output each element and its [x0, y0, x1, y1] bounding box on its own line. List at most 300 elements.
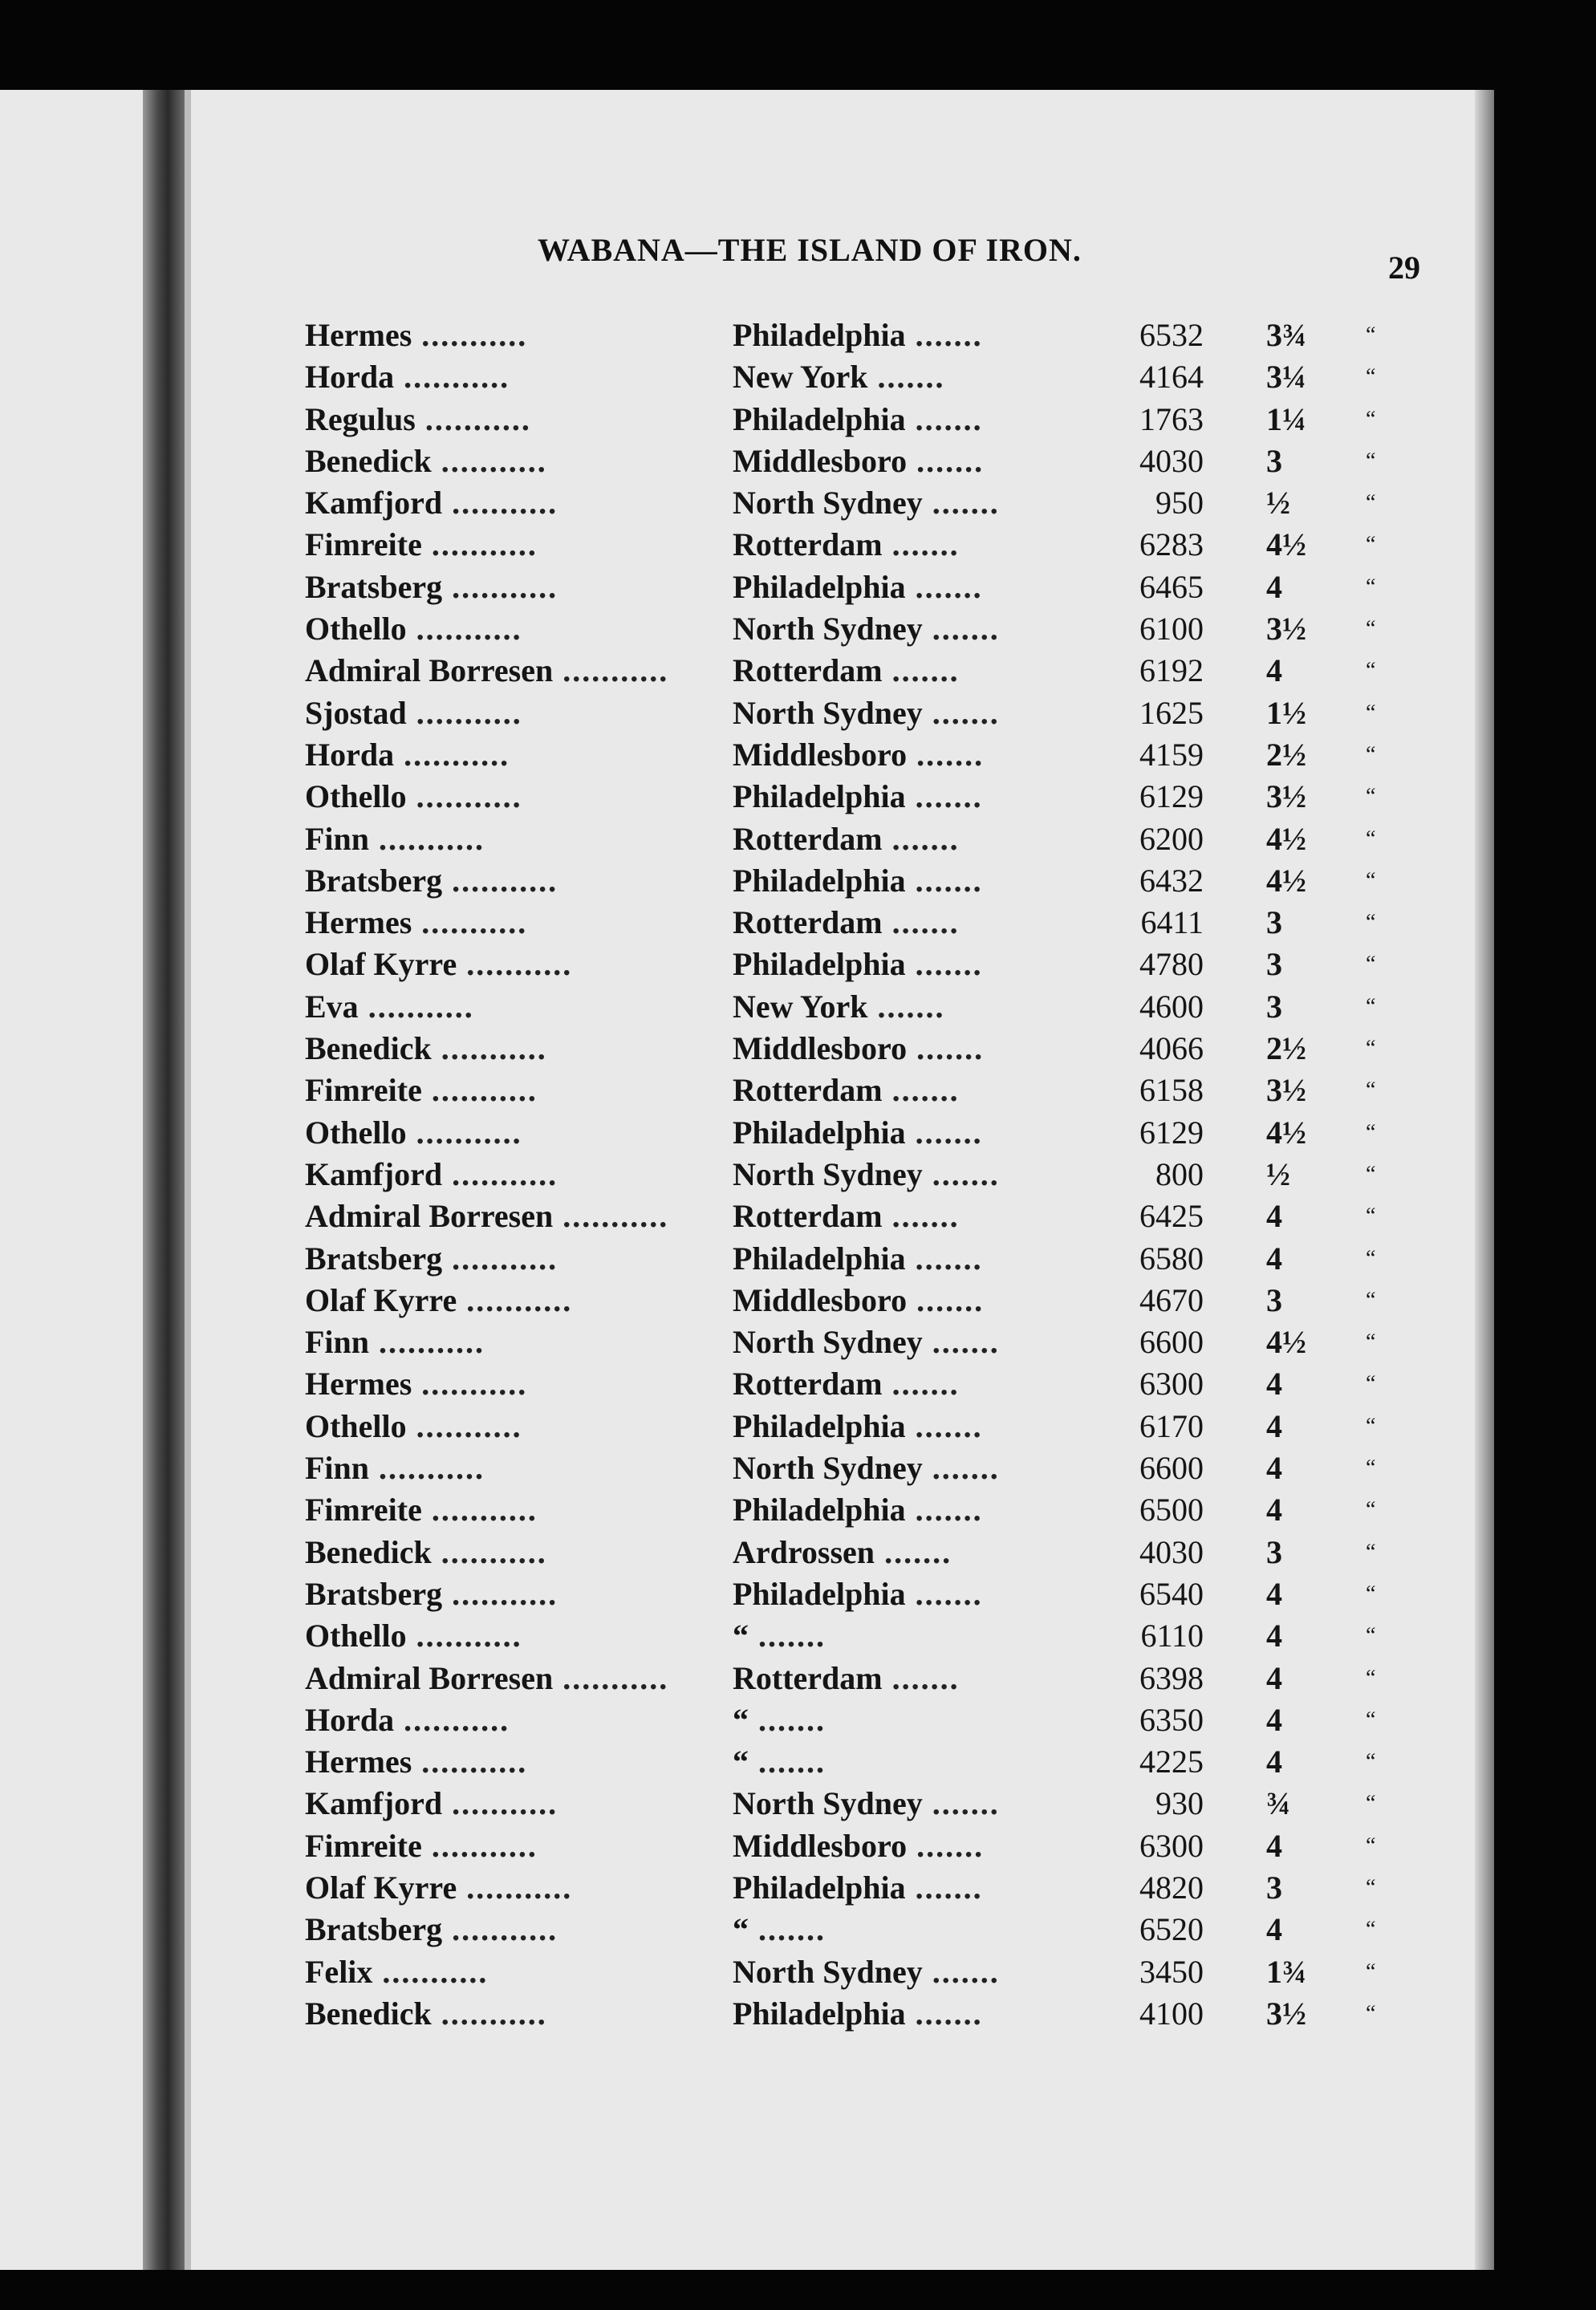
days-value: 4 [1266, 652, 1282, 689]
table-row [289, 524, 1412, 566]
leader-dots: ....... [907, 1030, 985, 1067]
days-value: 3 [1266, 1533, 1282, 1570]
table-row [289, 692, 1412, 734]
tonnage: 6350 [1139, 1701, 1204, 1738]
ship-name: Benedick ........... [305, 1995, 547, 2032]
leader-dots: ....... [905, 1575, 983, 1612]
ship-name: Kamfjord ........... [305, 1155, 558, 1192]
leader-dots: ........... [421, 1072, 538, 1109]
leader-dots: ....... [922, 1324, 1000, 1361]
ship-name: Felix ........... [305, 1953, 489, 1990]
days-value: 4½ [1266, 862, 1306, 899]
days-value: 4 [1266, 1407, 1282, 1444]
ship-name: Hermes ........... [305, 1366, 528, 1403]
leader-dots: ........... [457, 1869, 573, 1906]
leader-dots: ....... [905, 400, 983, 437]
ditto-mark: “ [1366, 490, 1376, 516]
tonnage: 4164 [1139, 359, 1204, 396]
ditto-mark: “ [1366, 1833, 1376, 1858]
port-name: Rotterdam ....... [733, 526, 960, 563]
leader-dots: ....... [922, 485, 1000, 522]
table-row [289, 1028, 1412, 1070]
ship-name: Othello ........... [305, 1114, 522, 1151]
ditto-mark: “ [1366, 1204, 1376, 1229]
days-value: ½ [1266, 1155, 1290, 1192]
leader-dots: ....... [905, 862, 983, 899]
ditto-mark: “ [1366, 1707, 1376, 1732]
ship-name: Bratsberg ........... [305, 568, 558, 605]
leader-dots: ........... [553, 1659, 669, 1696]
leader-dots: ........... [372, 1953, 489, 1990]
leader-dots: ....... [905, 568, 983, 605]
days-value: 4½ [1266, 526, 1306, 563]
leader-dots: ....... [882, 904, 960, 941]
table-row [289, 776, 1412, 818]
port-name: Rotterdam ....... [733, 1659, 960, 1696]
page-edge-shadow [1475, 90, 1494, 2270]
table-row [289, 440, 1412, 482]
table-row [289, 1489, 1412, 1531]
port-name: Rotterdam ....... [733, 1198, 960, 1235]
tonnage: 4066 [1139, 1030, 1204, 1067]
leader-dots: ....... [882, 1072, 960, 1109]
leader-dots: ........... [406, 778, 522, 815]
table-row [289, 1070, 1412, 1111]
days-value: 3½ [1266, 778, 1306, 815]
ship-name: Kamfjord ........... [305, 1785, 558, 1822]
ditto-mark: “ [1366, 1119, 1376, 1145]
tonnage: 6500 [1139, 1492, 1204, 1528]
ship-name: Finn ........... [305, 820, 485, 857]
table-row [289, 608, 1412, 650]
leader-dots: ........... [553, 1198, 669, 1235]
port-name: Rotterdam ....... [733, 1366, 960, 1403]
ditto-mark: “ [1366, 867, 1376, 893]
leader-dots: ....... [875, 1533, 952, 1570]
ship-name: Hermes ........... [305, 904, 528, 941]
days-value: 1¼ [1266, 400, 1306, 437]
days-value: 4½ [1266, 820, 1306, 857]
leader-dots: ........... [457, 1281, 573, 1318]
tonnage: 4030 [1139, 442, 1204, 479]
ship-name: Admiral Borresen ........... [305, 652, 669, 689]
port-name: “ ....... [733, 1911, 826, 1948]
ditto-mark: “ [1366, 1245, 1376, 1271]
table-row [289, 399, 1412, 440]
ditto-mark: “ [1366, 1623, 1376, 1649]
table-row [289, 650, 1412, 692]
table-row [289, 356, 1412, 398]
leader-dots: ....... [905, 1492, 983, 1528]
ship-name: Bratsberg ........... [305, 1240, 558, 1277]
days-value: 2½ [1266, 736, 1306, 773]
leader-dots: ....... [922, 611, 1000, 648]
ship-name: Finn ........... [305, 1450, 485, 1487]
ditto-mark: “ [1366, 1455, 1376, 1481]
port-name: North Sydney ....... [733, 611, 1000, 648]
ditto-mark: “ [1366, 1078, 1376, 1103]
table-row [289, 944, 1412, 985]
leader-dots: ....... [749, 1701, 826, 1738]
days-value: 3 [1266, 904, 1282, 941]
tonnage: 6192 [1139, 652, 1204, 689]
days-value: 4 [1266, 1240, 1282, 1277]
tonnage: 4030 [1139, 1533, 1204, 1570]
ship-name: Benedick ........... [305, 1533, 547, 1570]
ditto-mark: “ [1366, 2000, 1376, 2026]
leader-dots: ........... [442, 568, 558, 605]
leader-dots: ....... [867, 988, 945, 1025]
table-row [289, 818, 1412, 860]
table-row [289, 1363, 1412, 1405]
tonnage: 6283 [1139, 526, 1204, 563]
ship-name: Horda ........... [305, 359, 510, 396]
leader-dots: ....... [882, 1366, 960, 1403]
table-row [289, 902, 1412, 944]
leader-dots: ........... [553, 652, 669, 689]
ditto-mark: “ [1366, 1917, 1376, 1943]
leader-dots: ........... [457, 946, 573, 983]
table-row [289, 1783, 1412, 1825]
leader-dots: ....... [905, 1995, 983, 2032]
table-row [289, 1112, 1412, 1154]
ditto-mark: “ [1366, 1371, 1376, 1397]
port-name: North Sydney ....... [733, 1324, 1000, 1361]
port-name: North Sydney ....... [733, 485, 1000, 522]
ditto-mark: “ [1366, 700, 1376, 725]
tonnage: 1763 [1139, 400, 1204, 437]
tonnage: 6300 [1139, 1366, 1204, 1403]
port-name: Philadelphia ....... [733, 317, 983, 353]
port-name: Philadelphia ....... [733, 862, 983, 899]
port-name: North Sydney ....... [733, 1953, 1000, 1990]
leader-dots: ....... [882, 1659, 960, 1696]
port-name: North Sydney ....... [733, 1785, 1000, 1822]
leader-dots: ........... [394, 359, 510, 396]
ditto-mark: “ [1366, 784, 1376, 810]
port-name: Middlesboro ....... [733, 1281, 985, 1318]
shipments-table [289, 315, 1412, 2035]
tonnage: 6465 [1139, 568, 1204, 605]
ship-name: Fimreite ........... [305, 526, 538, 563]
table-row [289, 1741, 1412, 1783]
leader-dots: ....... [922, 1155, 1000, 1192]
days-value: 4 [1266, 1366, 1282, 1403]
port-name: “ ....... [733, 1744, 826, 1780]
table-row [289, 1406, 1412, 1447]
days-value: 4½ [1266, 1324, 1306, 1361]
ditto-mark: “ [1366, 1330, 1376, 1355]
table-row [289, 1615, 1412, 1657]
port-name: Middlesboro ....... [733, 442, 985, 479]
port-name: Rotterdam ....... [733, 1072, 960, 1109]
tonnage: 6600 [1139, 1450, 1204, 1487]
leader-dots: ........... [442, 1240, 558, 1277]
ship-name: Bratsberg ........... [305, 1575, 558, 1612]
leader-dots: ........... [412, 1366, 528, 1403]
leader-dots: ....... [905, 1240, 983, 1277]
leader-dots: ........... [406, 611, 522, 648]
ship-name: Benedick ........... [305, 1030, 547, 1067]
leader-dots: ........... [406, 1114, 522, 1151]
table-row [289, 566, 1412, 608]
days-value: 4 [1266, 1701, 1282, 1738]
leader-dots: ....... [907, 1827, 985, 1864]
tonnage: 4820 [1139, 1869, 1204, 1906]
leader-dots: ....... [922, 1450, 1000, 1487]
leader-dots: ........... [431, 1533, 547, 1570]
days-value: 3 [1266, 442, 1282, 479]
ditto-mark: “ [1366, 364, 1376, 390]
book-gutter [143, 90, 185, 2270]
days-value: 3 [1266, 1869, 1282, 1906]
days-value: 3½ [1266, 611, 1306, 648]
ship-name: Hermes ........... [305, 317, 528, 353]
ditto-mark: “ [1366, 1959, 1376, 1984]
leader-dots: ........... [394, 1701, 510, 1738]
tonnage: 6600 [1139, 1324, 1204, 1361]
leader-dots: ....... [907, 1281, 985, 1318]
leader-dots: ........... [415, 400, 531, 437]
ditto-mark: “ [1366, 406, 1376, 432]
days-value: 4 [1266, 1198, 1282, 1235]
ship-name: Othello ........... [305, 778, 522, 815]
page-number: 29 [1388, 250, 1420, 286]
ship-name: Othello ........... [305, 1618, 522, 1654]
ship-name: Fimreite ........... [305, 1827, 538, 1864]
table-row [289, 1573, 1412, 1615]
ship-name: Sjostad ........... [305, 694, 522, 731]
days-value: 3 [1266, 1281, 1282, 1318]
gutter-edge [185, 90, 191, 2270]
days-value: 4 [1266, 1827, 1282, 1864]
port-name: North Sydney ....... [733, 1155, 1000, 1192]
port-name: Middlesboro ....... [733, 1030, 985, 1067]
table-row [289, 1280, 1412, 1321]
port-name: Rotterdam ....... [733, 652, 960, 689]
leader-dots: ....... [905, 317, 983, 353]
ditto-mark: “ [1366, 952, 1376, 977]
port-name: New York ....... [733, 359, 945, 396]
days-value: 1¾ [1266, 1953, 1306, 1990]
ditto-mark: “ [1366, 574, 1376, 599]
ship-name: Othello ........... [305, 611, 522, 648]
table-row [289, 1909, 1412, 1951]
leader-dots: ....... [905, 778, 983, 815]
tonnage: 6129 [1139, 778, 1204, 815]
days-value: 3½ [1266, 1072, 1306, 1109]
ditto-mark: “ [1366, 1539, 1376, 1565]
ship-name: Othello ........... [305, 1407, 522, 1444]
table-row [289, 1447, 1412, 1489]
ditto-mark: “ [1366, 1791, 1376, 1817]
days-value: 3¼ [1266, 359, 1306, 396]
ditto-mark: “ [1366, 826, 1376, 851]
leader-dots: ....... [905, 1407, 983, 1444]
port-name: Philadelphia ....... [733, 400, 983, 437]
ship-name: Olaf Kyrre ........... [305, 946, 573, 983]
port-name: “ ....... [733, 1618, 826, 1654]
ditto-mark: “ [1366, 993, 1376, 1019]
tonnage: 6300 [1139, 1827, 1204, 1864]
running-header: WABANA—THE ISLAND OF IRON. [538, 232, 1082, 268]
table-row [289, 1867, 1412, 1909]
days-value: 4½ [1266, 1114, 1306, 1151]
leader-dots: ....... [922, 1785, 1000, 1822]
tonnage: 6110 [1140, 1618, 1204, 1654]
tonnage: 6398 [1139, 1659, 1204, 1696]
leader-dots: ........... [442, 1911, 558, 1948]
port-name: Philadelphia ....... [733, 1114, 983, 1151]
port-name: New York ....... [733, 988, 945, 1025]
table-row [289, 1993, 1412, 2035]
tonnage: 6100 [1139, 611, 1204, 648]
tonnage: 950 [1155, 485, 1204, 522]
port-name: Ardrossen ....... [733, 1533, 952, 1570]
table-row [289, 986, 1412, 1028]
tonnage: 4600 [1139, 988, 1204, 1025]
port-name: Philadelphia ....... [733, 1995, 983, 2032]
leader-dots: ........... [358, 988, 474, 1025]
leader-dots: ........... [412, 904, 528, 941]
ship-name: Regulus ........... [305, 400, 531, 437]
port-name: Philadelphia ....... [733, 1575, 983, 1612]
leader-dots: ....... [882, 652, 960, 689]
leader-dots: ....... [922, 1953, 1000, 1990]
table-row [289, 1154, 1412, 1196]
tonnage: 6520 [1139, 1911, 1204, 1948]
table-row [289, 1951, 1412, 1993]
days-value: 2½ [1266, 1030, 1306, 1067]
ship-name: Admiral Borresen ........... [305, 1198, 669, 1235]
ship-name: Kamfjord ........... [305, 485, 558, 522]
tonnage: 6540 [1139, 1575, 1204, 1612]
table-row [289, 1196, 1412, 1237]
ditto-mark: “ [1366, 658, 1376, 684]
port-name: Rotterdam ....... [733, 904, 960, 941]
table-row [289, 482, 1412, 524]
port-name: Philadelphia ....... [733, 946, 983, 983]
port-name: Middlesboro ....... [733, 736, 985, 773]
port-name: North Sydney ....... [733, 694, 1000, 731]
ditto-mark: “ [1366, 616, 1376, 642]
tonnage: 6580 [1139, 1240, 1204, 1277]
days-value: 4 [1266, 568, 1282, 605]
tonnage: 930 [1155, 1785, 1204, 1822]
ditto-mark: “ [1366, 1749, 1376, 1775]
tonnage: 6532 [1139, 317, 1204, 353]
tonnage: 6170 [1139, 1407, 1204, 1444]
table-row [289, 1321, 1412, 1363]
leader-dots: ....... [882, 820, 960, 857]
ditto-mark: “ [1366, 1413, 1376, 1439]
ship-name: Admiral Borresen ........... [305, 1659, 669, 1696]
leader-dots: ....... [907, 736, 985, 773]
leader-dots: ....... [905, 946, 983, 983]
leader-dots: ....... [749, 1618, 826, 1654]
days-value: 4 [1266, 1450, 1282, 1487]
days-value: 4 [1266, 1575, 1282, 1612]
leader-dots: ........... [442, 485, 558, 522]
leader-dots: ....... [749, 1911, 826, 1948]
tonnage: 6432 [1139, 862, 1204, 899]
ship-name: Fimreite ........... [305, 1072, 538, 1109]
ship-name: Benedick ........... [305, 442, 547, 479]
ditto-mark: “ [1366, 1287, 1376, 1313]
days-value: 3¾ [1266, 317, 1306, 353]
port-name: Philadelphia ....... [733, 778, 983, 815]
port-name: North Sydney ....... [733, 1450, 1000, 1487]
leader-dots: ........... [412, 1744, 528, 1780]
port-name: Philadelphia ....... [733, 1492, 983, 1528]
port-name: “ ....... [733, 1701, 826, 1738]
port-name: Philadelphia ....... [733, 1869, 983, 1906]
leader-dots: ........... [442, 1155, 558, 1192]
leader-dots: ....... [882, 526, 960, 563]
ship-name: Bratsberg ........... [305, 1911, 558, 1948]
ditto-mark: “ [1366, 1161, 1376, 1187]
tonnage: 6411 [1140, 904, 1204, 941]
table-row [289, 315, 1412, 356]
tonnage: 1625 [1139, 694, 1204, 731]
leader-dots: ........... [421, 1492, 538, 1528]
days-value: 4 [1266, 1618, 1282, 1654]
ditto-mark: “ [1366, 1874, 1376, 1900]
tonnage: 4159 [1139, 736, 1204, 773]
ship-name: Horda ........... [305, 1701, 510, 1738]
table-row [289, 1532, 1412, 1573]
days-value: 4 [1266, 1492, 1282, 1528]
days-value: 4 [1266, 1911, 1282, 1948]
ditto-mark: “ [1366, 910, 1376, 936]
leader-dots: ........... [421, 526, 538, 563]
tonnage: 6129 [1139, 1114, 1204, 1151]
leader-dots: ........... [406, 694, 522, 731]
days-value: 3 [1266, 946, 1282, 983]
leader-dots: ........... [369, 1324, 485, 1361]
days-value: 3 [1266, 988, 1282, 1025]
leader-dots: ....... [882, 1198, 960, 1235]
ditto-mark: “ [1366, 1497, 1376, 1523]
leader-dots: ........... [431, 1030, 547, 1067]
port-name: Philadelphia ....... [733, 1240, 983, 1277]
ship-name: Eva ........... [305, 988, 474, 1025]
ship-name: Fimreite ........... [305, 1492, 538, 1528]
leader-dots: ........... [369, 1450, 485, 1487]
port-name: Philadelphia ....... [733, 1407, 983, 1444]
ditto-mark: “ [1366, 448, 1376, 473]
ditto-mark: “ [1366, 532, 1376, 558]
ship-name: Olaf Kyrre ........... [305, 1869, 573, 1906]
table-row [289, 1699, 1412, 1741]
days-value: 4 [1266, 1744, 1282, 1780]
leader-dots: ........... [406, 1618, 522, 1654]
leader-dots: ....... [749, 1744, 826, 1780]
tonnage: 6425 [1139, 1198, 1204, 1235]
leader-dots: ........... [442, 1575, 558, 1612]
port-name: Philadelphia ....... [733, 568, 983, 605]
port-name: Middlesboro ....... [733, 1827, 985, 1864]
tonnage: 4225 [1139, 1744, 1204, 1780]
days-value: 1½ [1266, 694, 1306, 731]
ship-name: Olaf Kyrre ........... [305, 1281, 573, 1318]
ditto-mark: “ [1366, 741, 1376, 767]
leader-dots: ....... [907, 442, 985, 479]
tonnage: 4780 [1139, 946, 1204, 983]
ditto-mark: “ [1366, 1581, 1376, 1606]
leader-dots: ....... [905, 1869, 983, 1906]
tonnage: 4100 [1139, 1995, 1204, 2032]
